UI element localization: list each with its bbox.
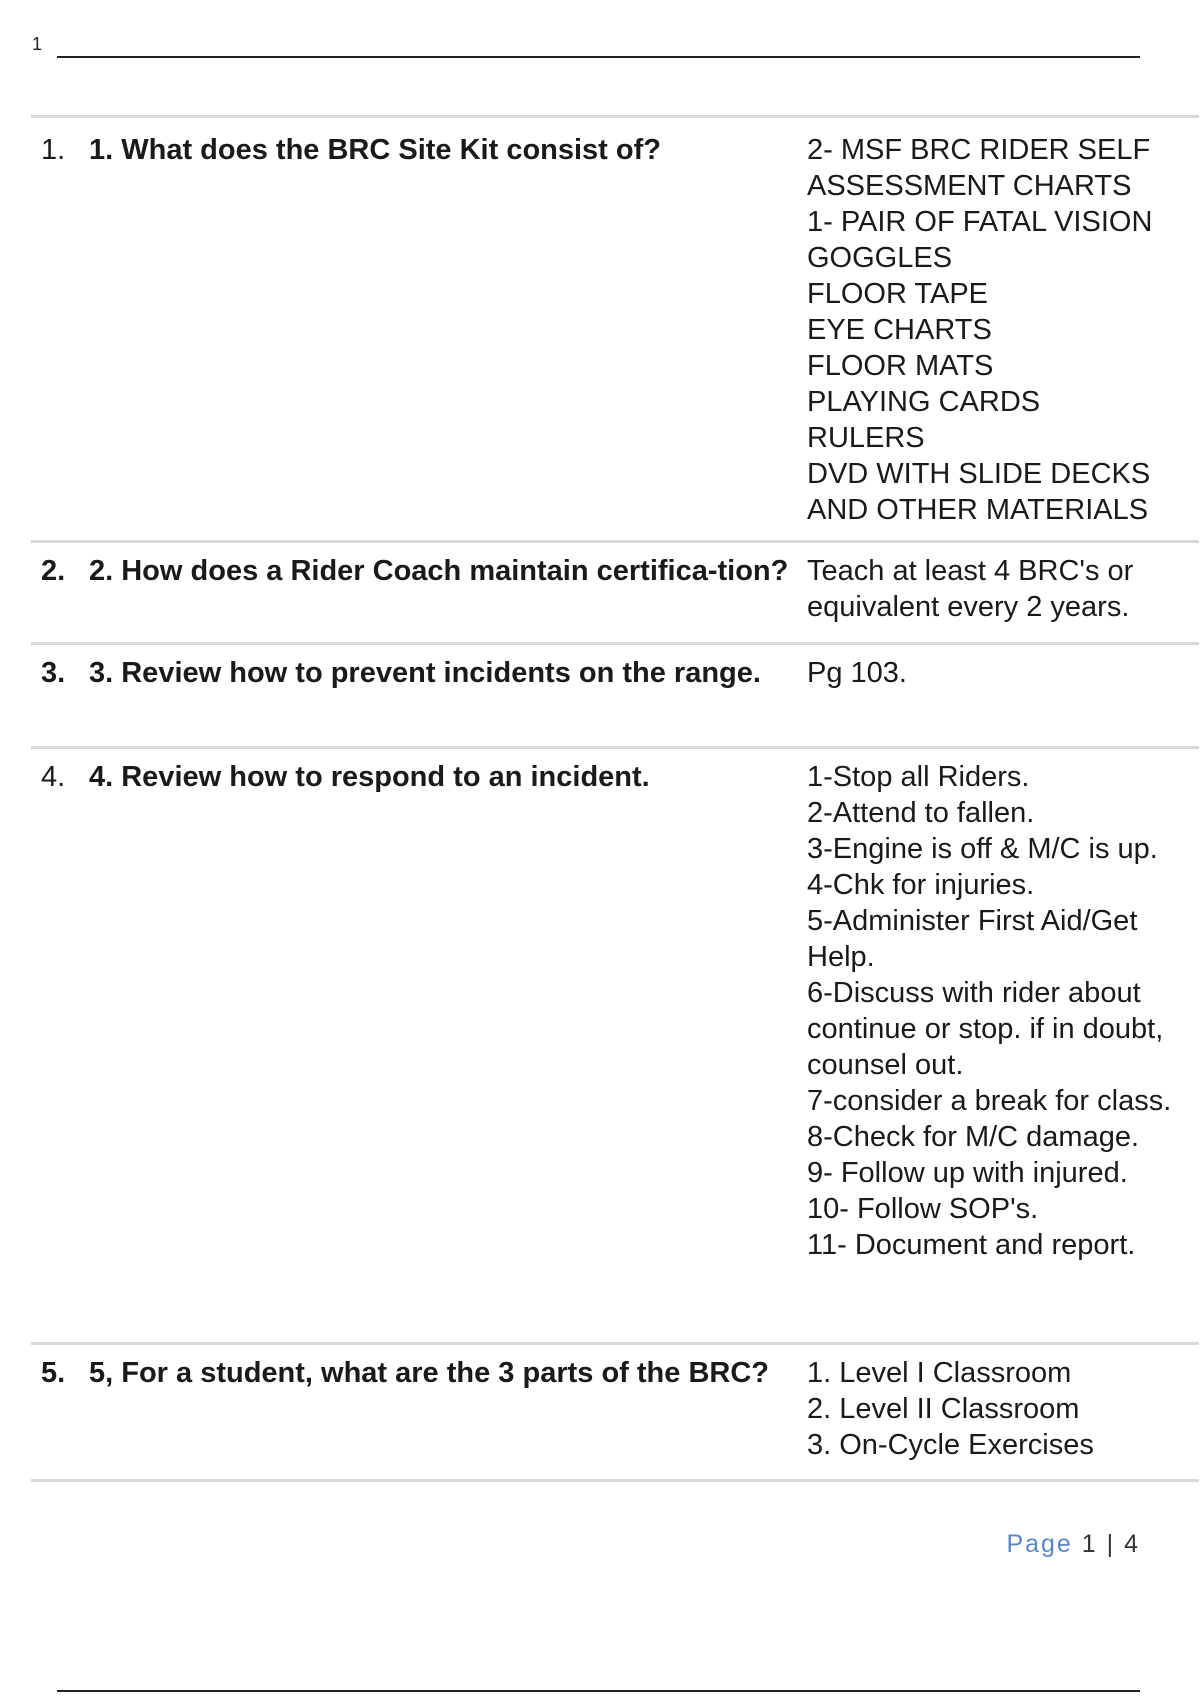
row-number: 4. [41,761,66,793]
answer-line: DVD WITH SLIDE DECKS AND OTHER MATERIALS [807,458,1151,526]
answer-line: PLAYING CARDS [807,386,1041,418]
answer-line: 3. On-Cycle Exercises [807,1429,1094,1461]
answer-line: EYE CHARTS [807,314,992,346]
page-number-footer [1006,1530,1140,1559]
question-text: 2. How does a Rider Coach maintain certifica-tion? [89,555,789,587]
answer-line: 2. Level II Classroom [807,1393,1080,1425]
question-text: 5, For a student, what are the 3 parts of the BRC? [89,1357,769,1389]
question-text: 1. What does the BRC Site Kit consist of? [89,134,661,166]
answer-line: 1-Stop all Riders. [807,761,1030,793]
answer-cell [807,759,1199,1342]
answer-line: FLOOR MATS [807,350,994,382]
answer-line: 2- MSF BRC RIDER SELF ASSESSMENT CHARTS [807,134,1151,202]
footer-rule [57,1690,1140,1692]
question-text: 3. Review how to prevent incidents on the range. [89,657,761,689]
answer-cell [807,132,1199,540]
answer-line: 8-Check for M/C damage. [807,1121,1140,1153]
table-row [31,115,1199,540]
answer-line: 4-Chk for injuries. [807,869,1035,901]
row-number: 2. [41,555,66,587]
answer-cell [807,655,1199,746]
row-number: 3. [41,657,66,689]
answer-cell [807,553,1199,642]
header-rule [57,56,1140,58]
qa-table [31,115,1199,1482]
row-number: 1. [41,134,66,166]
answer-line: FLOOR TAPE [807,278,989,310]
table-row [31,540,1199,642]
answer-line: Teach at least 4 BRC's or equivalent every 2 years. [807,555,1134,623]
answer-line: 1- PAIR OF FATAL VISION GOGGLES [807,206,1153,274]
answer-line: 10- Follow SOP's. [807,1193,1039,1225]
answer-line: 6-Discuss with rider about continue or stop. if in doubt, counsel out. [807,977,1164,1081]
answer-line: 11- Document and report. [807,1229,1136,1261]
answer-line: 9- Follow up with injured. [807,1157,1128,1189]
page-marker: 1 [32,34,43,54]
page-numbers: 1 | 4 [1081,1530,1140,1558]
answer-line: 1. Level I Classroom [807,1357,1072,1389]
answer-line: 5-Administer First Aid/Get Help. [807,905,1138,973]
page-word: Page [1006,1530,1073,1558]
table-row [31,1342,1199,1482]
answer-line: RULERS [807,422,925,454]
answer-line: 2-Attend to fallen. [807,797,1035,829]
answer-line: 3-Engine is off & M/C is up. [807,833,1158,865]
answer-line: 7-consider a break for class. [807,1085,1172,1117]
table-row [31,746,1199,1342]
row-number: 5. [41,1357,66,1389]
table-row [31,642,1199,746]
answer-cell [807,1355,1199,1479]
answer-line: Pg 103. [807,657,907,689]
question-text: 4. Review how to respond to an incident. [89,761,650,793]
